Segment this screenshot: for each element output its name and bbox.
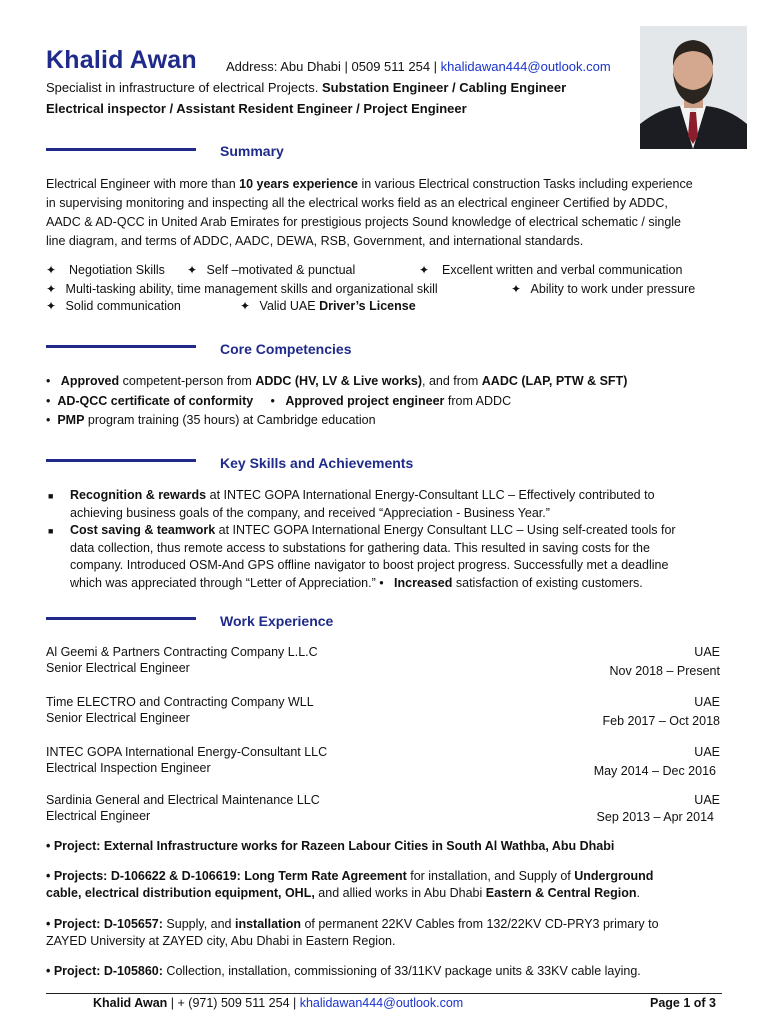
core-text: , and from <box>422 374 482 388</box>
project-title: • Project: D-105860: <box>46 964 163 978</box>
summary-heading: Summary <box>220 143 284 159</box>
job-role: Senior Electrical Engineer <box>46 661 190 675</box>
core-bold: ADDC (HV, LV & Live works) <box>255 374 423 388</box>
summary-line-3: AADC & AD-QCC in United Arab Emirates for prestigious projects Sound knowledge of electrical schematic / single <box>46 215 682 229</box>
core-rule <box>46 345 196 348</box>
project-text: ZAYED University at ZAYED city, Abu Dhabi in Eastern Region. <box>46 934 396 948</box>
summary-line-4: line diagram, and terms of ADDC, AADC, DEWA, RSB, Government, and international standards. <box>46 234 584 248</box>
project-text: Collection, installation, commissioning of 33/11KV package units & 33KV cable laying. <box>162 964 641 978</box>
star-bullet-icon: ✦ <box>46 299 57 313</box>
core-bold: PMP <box>57 413 85 427</box>
summary-text-1: Electrical Engineer with more than <box>46 177 240 191</box>
achievement-text: which was appreciated through “Letter of Appreciation.” • <box>70 575 384 590</box>
achievement-text: achieving business goals of the company, and received “Appreciation - Business Year.” <box>70 505 550 520</box>
skill-item <box>46 282 438 296</box>
achievement-recognition <box>70 487 730 522</box>
achievement-text: at INTEC GOPA International Energy Consultant LLC – Using self-created tools for <box>215 523 676 537</box>
job-company: Sardinia General and Electrical Maintenance LLC <box>46 793 320 807</box>
project-1 <box>46 838 726 855</box>
job-country: UAE <box>694 695 720 709</box>
project-bold: installation <box>234 917 301 931</box>
core-bold: AADC (LAP, PTW & SFT) <box>481 374 628 388</box>
skill-label: Ability to work under pressure <box>530 282 696 296</box>
contact-line <box>226 59 611 74</box>
summary-paragraph <box>46 175 726 251</box>
core-heading: Core Competencies <box>220 341 352 357</box>
job-country: UAE <box>694 745 720 759</box>
project-bold: cable, electrical distribution equipment, OHL, <box>46 886 315 900</box>
summary-experience: 10 years experience <box>239 177 358 191</box>
skill-item <box>46 263 165 277</box>
project-text: . <box>636 886 640 900</box>
contact-text: Address: Abu Dhabi | 0509 511 254 | <box>226 59 441 74</box>
project-text: of permanent 22KV Cables from 132/22KV CD-PRY3 primary to <box>300 917 659 931</box>
skill-label: Multi-tasking ability, time management skills and organizational skill <box>65 282 438 296</box>
job-entry <box>46 745 720 778</box>
core-text: competent-person from <box>119 374 256 388</box>
profile-photo <box>640 26 747 149</box>
header-email-link[interactable]: khalidawan444@outlook.com <box>440 59 611 74</box>
skill-label: Solid communication <box>65 299 181 313</box>
footer-name: Khalid Awan <box>93 996 168 1010</box>
summary-line-2: in supervising monitoring and inspecting all the electrical works field as an electrical engineer Certified by ADDC, <box>46 196 668 210</box>
project-bold: Underground <box>574 869 654 883</box>
job-role: Electrical Engineer <box>46 809 151 823</box>
project-title: • Project: External Infrastructure works for Razeen Labour Cities in South Al Wathba, Abu Dhabi <box>46 839 615 853</box>
project-title: • Projects: D-106622 & D-106619: Long Term Rate Agreement <box>46 869 407 883</box>
job-country: UAE <box>694 793 720 807</box>
summary-rule <box>46 148 196 151</box>
page-number: Page 1 of 3 <box>650 996 716 1010</box>
achievement-text: data collection, thus remote access to substations for gathering data. This resulted in saving costs for the <box>70 540 650 555</box>
core-bold: Approved <box>60 374 120 388</box>
project-text: for installation, and Supply of <box>406 869 575 883</box>
job-dates: Feb 2017 – Oct 2018 <box>602 714 720 728</box>
skill-item <box>187 263 355 277</box>
project-3 <box>46 916 726 950</box>
project-text: and allied works in Abu Dhabi <box>314 886 486 900</box>
skill-item <box>46 299 181 313</box>
project-bold: Eastern & Central Region <box>485 886 637 900</box>
skill-label: Negotiation Skills <box>69 263 165 277</box>
core-text: program training (35 hours) at Cambridge education <box>84 413 376 427</box>
job-entry <box>46 695 720 728</box>
square-bullet-icon: ■ <box>48 526 54 536</box>
star-bullet-icon: ✦ <box>419 263 430 277</box>
achievement-title: Recognition & rewards <box>70 488 207 502</box>
work-heading: Work Experience <box>220 613 334 629</box>
skill-item <box>511 282 695 296</box>
project-text: Supply, and <box>162 917 235 931</box>
skill-item <box>240 299 416 313</box>
job-country: UAE <box>694 645 720 659</box>
skill-label: Valid UAE <box>259 299 320 313</box>
headline-roles-2: Electrical inspector / Assistant Resident Engineer / Project Engineer <box>46 101 467 116</box>
achievement-text: satisfaction of existing customers. <box>452 575 643 590</box>
skill-label: Excellent written and verbal communication <box>442 263 683 277</box>
summary-text-2: in various Electrical construction Tasks including experience <box>358 177 693 191</box>
job-role: Senior Electrical Engineer <box>46 711 190 725</box>
project-4 <box>46 963 726 980</box>
job-dates: Nov 2018 – Present <box>609 664 720 678</box>
achievement-title: Increased <box>394 575 453 590</box>
headline <box>46 80 566 95</box>
core-item-3: • PMP program training (35 hours) at Cambridge education <box>46 413 376 427</box>
job-entry <box>46 645 720 678</box>
core-bold: AD-QCC certificate of conformity <box>57 394 254 408</box>
core-item-2: • AD-QCC certificate of conformity • Approved project engineer from ADDC <box>46 394 512 408</box>
square-bullet-icon: ■ <box>48 491 54 501</box>
star-bullet-icon: ✦ <box>240 299 251 313</box>
footer-email-link[interactable]: khalidawan444@outlook.com <box>299 996 464 1010</box>
project-2 <box>46 868 726 902</box>
license-label: Driver’s License <box>319 299 416 313</box>
achievement-title: Cost saving & teamwork <box>70 523 216 537</box>
headline-text: Specialist in infrastructure of electrical Projects. <box>46 80 322 95</box>
star-bullet-icon: ✦ <box>46 263 57 277</box>
star-bullet-icon: ✦ <box>187 263 198 277</box>
core-item-1: • Approved competent-person from ADDC (HV, LV & Live works), and from AADC (LAP, PTW & SFT) <box>46 374 628 388</box>
achievement-text: at INTEC GOPA International Energy-Consultant LLC – Effectively contributed to <box>206 488 655 502</box>
footer-rule <box>46 993 722 994</box>
job-role: Electrical Inspection Engineer <box>46 761 211 775</box>
job-dates: Sep 2013 – Apr 2014 <box>596 810 714 824</box>
star-bullet-icon: ✦ <box>511 282 522 296</box>
project-title: • Project: D-105657: <box>46 917 163 931</box>
candidate-name: Khalid Awan <box>46 46 197 74</box>
profile-photo-image <box>640 26 747 149</box>
job-company: Al Geemi & Partners Contracting Company L.L.C <box>46 645 318 659</box>
key-rule <box>46 459 196 462</box>
job-entry <box>46 793 720 823</box>
work-rule <box>46 617 196 620</box>
skill-item <box>419 263 682 277</box>
job-company: INTEC GOPA International Energy-Consultant LLC <box>46 745 328 759</box>
footer-phone: | + (971) 509 511 254 | <box>167 996 300 1010</box>
job-dates: May 2014 – Dec 2016 <box>593 764 716 778</box>
achievement-cost-saving <box>70 522 730 592</box>
core-text: from ADDC <box>444 394 512 408</box>
footer-contact <box>93 996 463 1010</box>
star-bullet-icon: ✦ <box>46 282 57 296</box>
achievement-text: company. Introduced OSM-And GPS offline navigator to boost project progress. Successfully met a deadline <box>70 558 669 572</box>
headline-roles: Substation Engineer / Cabling Engineer <box>322 80 567 95</box>
core-bold: Approved project engineer <box>285 394 445 408</box>
job-company: Time ELECTRO and Contracting Company WLL <box>46 695 314 709</box>
key-heading: Key Skills and Achievements <box>220 455 414 471</box>
skill-label: Self –motivated & punctual <box>206 263 356 277</box>
